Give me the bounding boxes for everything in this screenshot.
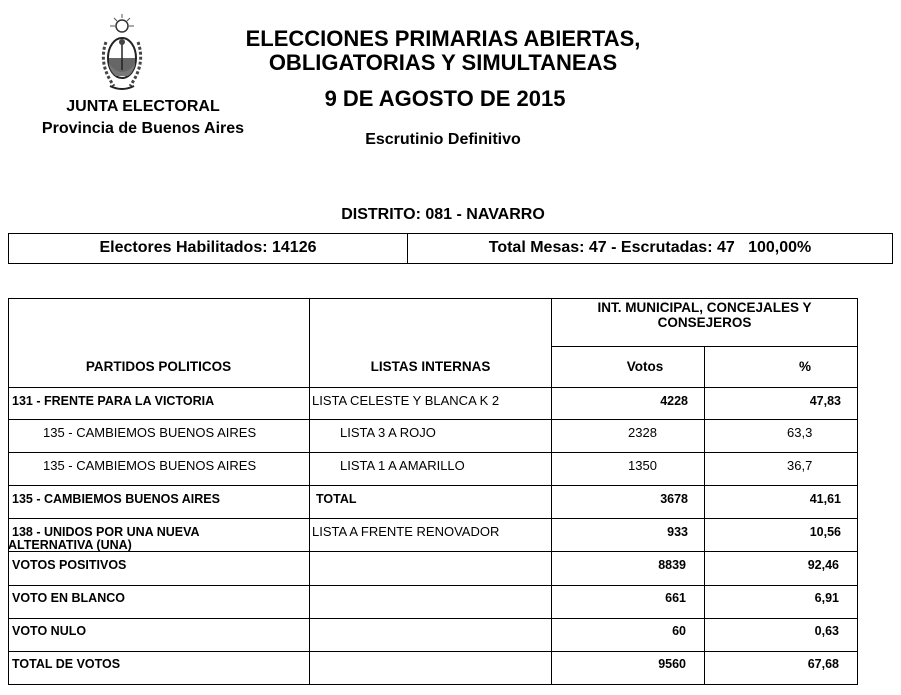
- row-votes: 661: [665, 591, 686, 605]
- table-border: [551, 298, 552, 685]
- province-name: Provincia de Buenos Aires: [41, 120, 245, 137]
- row-votes: 4228: [660, 394, 688, 408]
- district-title: DISTRITO: 081 - NAVARRO: [341, 206, 545, 223]
- row-party: 135 - CAMBIEMOS BUENOS AIRES: [43, 425, 257, 440]
- row-votes: 3678: [660, 492, 688, 506]
- row-votes: 933: [667, 525, 688, 539]
- table-border: [704, 346, 705, 685]
- row-party: TOTAL DE VOTOS: [12, 657, 121, 671]
- table-border: [8, 298, 9, 685]
- header-pct: %: [798, 359, 811, 374]
- row-pct: 47,83: [809, 394, 841, 408]
- row-votes: 2328: [628, 425, 657, 440]
- table-border: [8, 485, 857, 486]
- row-party-line2: ALTERNATIVA (UNA): [8, 538, 132, 552]
- table-border: [857, 298, 858, 685]
- table-border: [8, 684, 857, 685]
- row-pct: 67,68: [807, 657, 839, 671]
- mesas-escrutadas: Total Mesas: 47 - Escrutadas: 47 100,00%: [488, 239, 812, 256]
- argentina-coat-of-arms-icon: [96, 12, 148, 94]
- row-votes: 9560: [658, 657, 686, 671]
- title-line-1: ELECCIONES PRIMARIAS ABIERTAS,: [245, 26, 641, 51]
- row-list: TOTAL: [316, 492, 357, 506]
- table-border: [8, 551, 857, 552]
- row-pct: 92,46: [807, 558, 839, 572]
- row-list: LISTA 1 A AMARILLO: [340, 458, 465, 473]
- table-border: [309, 298, 310, 685]
- row-party: VOTO EN BLANCO: [12, 591, 125, 605]
- organization-name: JUNTA ELECTORAL: [66, 98, 220, 115]
- header-category-line1: INT. MUNICIPAL, CONCEJALES Y: [597, 300, 812, 315]
- electores-habilitados: Electores Habilitados: 14126: [99, 239, 317, 256]
- table-border: [8, 298, 309, 299]
- table-border: [552, 298, 857, 299]
- header-category-line2: CONSEJEROS: [657, 315, 752, 330]
- row-pct: 10,56: [809, 525, 841, 539]
- row-votes: 8839: [658, 558, 686, 572]
- summary-box: [8, 233, 893, 264]
- row-pct: 36,7: [787, 458, 813, 473]
- row-pct: 41,61: [809, 492, 841, 506]
- scrutiny-type: Escrutinio Definitivo: [365, 131, 521, 148]
- table-border: [8, 585, 857, 586]
- row-pct: 6,91: [814, 591, 839, 605]
- table-border: [8, 452, 857, 453]
- row-votes: 60: [672, 624, 686, 638]
- table-border: [310, 298, 551, 299]
- header-votos: Votos: [626, 359, 664, 374]
- table-border: [8, 419, 857, 420]
- election-date: 9 DE AGOSTO DE 2015: [324, 86, 566, 111]
- table-border: [8, 387, 857, 388]
- table-border: [8, 651, 857, 652]
- row-party: 135 - CAMBIEMOS BUENOS AIRES: [12, 492, 220, 506]
- row-party: VOTOS POSITIVOS: [12, 558, 127, 572]
- table-border: [8, 618, 857, 619]
- row-list: LISTA CELESTE Y BLANCA K 2: [312, 393, 500, 408]
- row-party: 135 - CAMBIEMOS BUENOS AIRES: [43, 458, 257, 473]
- table-border: [8, 518, 857, 519]
- row-list: LISTA 3 A ROJO: [340, 425, 436, 440]
- row-party-line1: 138 - UNIDOS POR UNA NUEVA: [12, 525, 200, 539]
- row-pct: 63,3: [787, 425, 813, 440]
- title-line-2: OBLIGATORIAS Y SIMULTANEAS: [268, 50, 618, 75]
- row-party: VOTO NULO: [12, 624, 87, 638]
- row-pct: 0,63: [814, 624, 839, 638]
- summary-divider: [407, 234, 408, 263]
- header-partidos: PARTIDOS POLITICOS: [85, 359, 232, 374]
- row-list: LISTA A FRENTE RENOVADOR: [312, 524, 500, 539]
- row-votes: 1350: [628, 458, 657, 473]
- row-party: 131 - FRENTE PARA LA VICTORIA: [12, 394, 215, 408]
- header-listas: LISTAS INTERNAS: [370, 359, 491, 374]
